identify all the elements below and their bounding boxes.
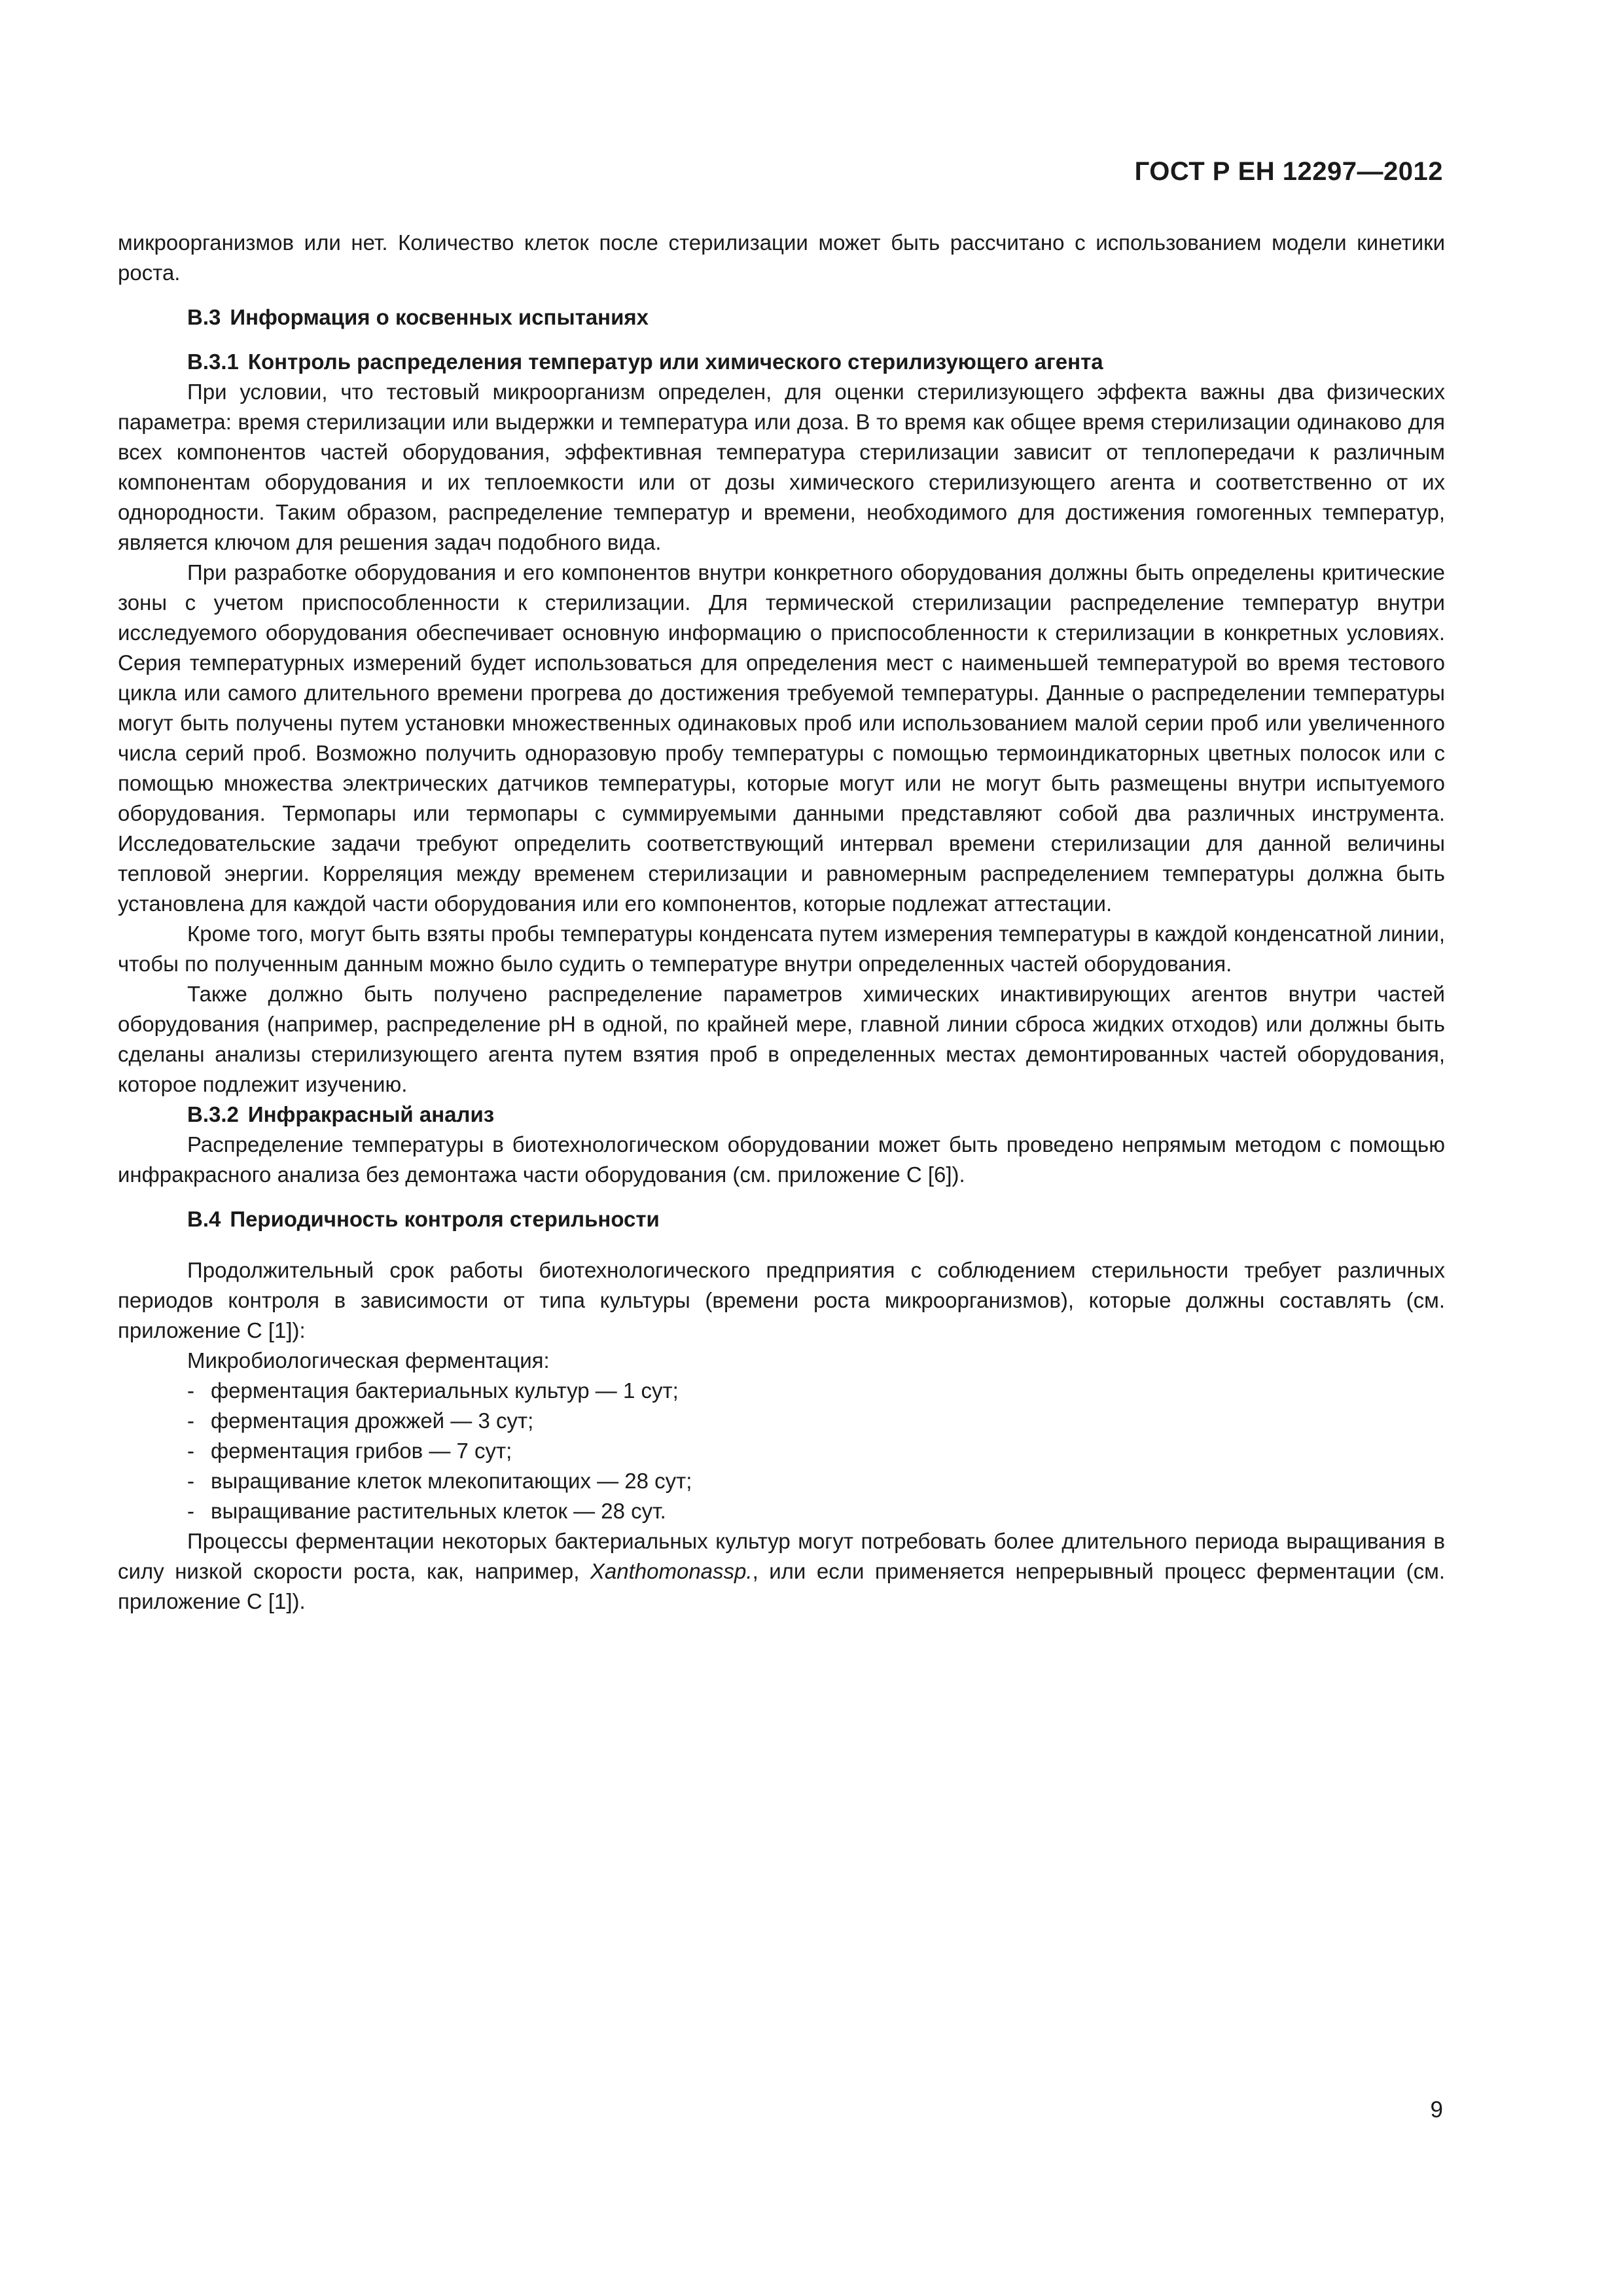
closing-paragraph xyxy=(118,1526,1445,1617)
list-item: - ферментация грибов — 7 сут; xyxy=(187,1436,1445,1466)
body-paragraph: Также должно быть получено распределение параметров химических инактивирующих агентов внутри частей оборудования (например, распределение pH в одной, по крайней мере, главной линии сброса жидких отходов) или должны быть сделаны анализы стерилизующего агента путем взятия проб в определенных местах демонтированных частей оборудования, которое подлежит изучению. xyxy=(118,982,1445,1096)
body-paragraph: При условии, что тестовый микроорганизм определен, для оценки стерилизующего эффекта важны два физических параметра: время стерилизации или выдержки и температура или доза. В то время как общее время стерилизации одинаково для всех компонентов частей оборудования, эффективная температура стерилизации зависит от теплопередачи к различным компонентам оборудования и их теплоемкости или от дозы химического стерилизующего агента и соответственно от их однородности. Таким образом, распределение температур и времени, необходимого для достижения гомогенных температур, является ключом для решения задач подобного вида. xyxy=(118,380,1445,554)
species-name: Xanthomonassp. xyxy=(590,1559,753,1583)
closing-text-start: Процессы ферментации некоторых бактериальных культур могут потребовать более длительного периода выращивания в силу низкой скорости роста, как, например, xyxy=(118,1529,1445,1583)
section-title: Инфракрасный анализ xyxy=(247,1102,495,1126)
section-number: В.4 xyxy=(187,1207,221,1231)
body-paragraph: Распределение температуры в биотехнологическом оборудовании может быть проведено непрямым методом с помощью инфракрасного анализа без демонтажа части оборудования (см. приложение С [6]). xyxy=(118,1132,1445,1187)
section-number: В.3 xyxy=(187,305,221,329)
list-intro: Микробиологическая ферментация: xyxy=(187,1348,550,1372)
section-title: Периодичность контроля стерильности xyxy=(230,1207,660,1231)
section-number: В.3.2 xyxy=(187,1102,239,1126)
section-number: В.3.1 xyxy=(187,350,239,374)
list-item: - выращивание растительных клеток — 28 сут. xyxy=(187,1496,1445,1526)
body-paragraph: При разработке оборудования и его компонентов внутри конкретного оборудования должны быть определены критические зоны с учетом приспособленности к стерилизации. Для термической стерилизации распределение температур внутри исследуемого оборудования обеспечивает основную информацию о приспособленности к стерилизации в конкретных условиях. Серия температурных измерений будет использоваться для определения мест с наименьшей температурой во время тестового цикла или самого длительного времени прогрева до достижения требуемой температуры. Данные о распределении температуры могут быть получены путем установки множественных одинаковых проб или использованием малой серии проб или увеличенного числа серий проб. Возможно получить одноразовую пробу температуры с помощью термоиндикаторных цветных полосок или с помощью множества электрических датчиков температуры, которые могут или не могут быть размещены внутри испытуемого оборудования. Термопары или термопары с суммируемыми данными представляют собой два различных инструмента. Исследовательские задачи требуют определить соответствующий интервал времени стерилизации для данной величины тепловой энергии. Корреляция между временем стерилизации и равномерным распределением температуры должна быть установлена для каждой части оборудования или его компонентов, которые подлежат аттестации. xyxy=(118,560,1445,916)
section-b4-heading xyxy=(118,1204,1445,1234)
section-b31-heading xyxy=(118,347,1445,377)
page-number: 9 xyxy=(1430,2097,1443,2123)
list-item: - выращивание клеток млекопитающих — 28 сут; xyxy=(187,1466,1445,1496)
section-b32-heading xyxy=(118,1100,1445,1130)
document-body xyxy=(118,228,1445,1617)
intro-paragraph: микроорганизмов или нет. Количество клеток после стерилизации может быть рассчитано с использованием модели кинетики роста. xyxy=(118,230,1445,285)
closing-text-end: , или если применяется непрерывный процесс ферментации (см. приложение С [1]). xyxy=(118,1559,1445,1613)
fermentation-list xyxy=(118,1376,1445,1526)
body-paragraph: Кроме того, могут быть взяты пробы температуры конденсата путем измерения температуры в каждой конденсатной линии, чтобы по полученным данным можно было судить о температуре внутри определенных частей оборудования. xyxy=(118,922,1445,976)
list-item: - ферментация дрожжей — 3 сут; xyxy=(187,1406,1445,1436)
list-item: - ферментация бактериальных культур — 1 сут; xyxy=(187,1376,1445,1406)
document-code-header: ГОСТ Р ЕН 12297—2012 xyxy=(1134,157,1443,186)
section-b3-heading xyxy=(118,302,1445,332)
section-title: Информация о косвенных испытаниях xyxy=(230,305,649,329)
section-title: Контроль распределения температур или химического стерилизующего агента xyxy=(247,350,1103,374)
body-paragraph: Продолжительный срок работы биотехнологического предприятия с соблюдением стерильности требует различных периодов контроля в зависимости от типа культуры (времени роста микроорганизмов), которые должны составлять (см. приложение С [1]): xyxy=(118,1258,1445,1342)
